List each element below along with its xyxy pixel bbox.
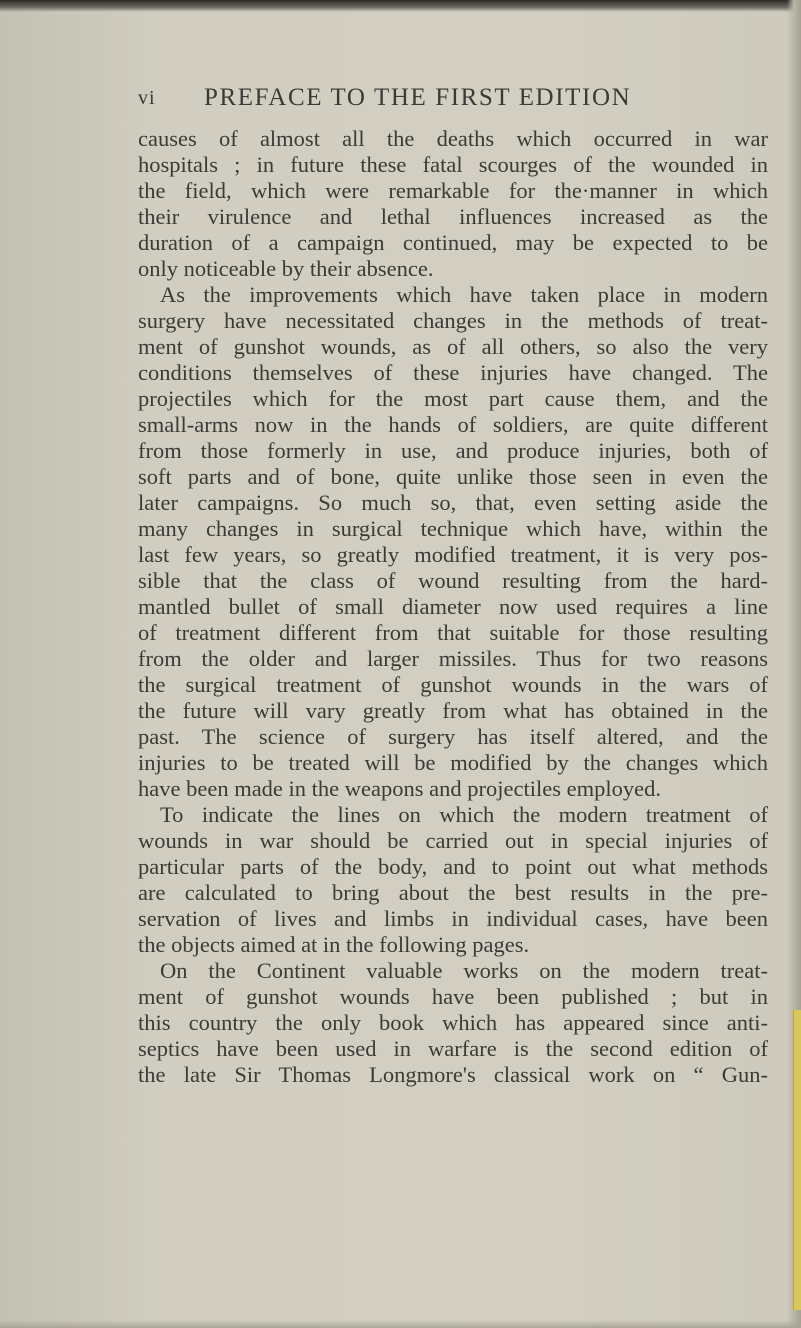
- page-number: vi: [138, 87, 156, 109]
- text-line: ment of gunshot wounds, as of all others, so also the very: [138, 334, 768, 359]
- text-line: of treatment different from that suitable for those resulting: [138, 620, 768, 645]
- text-line: have been made in the weapons and projectiles employed.: [138, 776, 661, 801]
- text-line: sible that the class of wound resulting from the hard-: [138, 568, 768, 593]
- text-line: many changes in surgical technique which have, within the: [138, 516, 768, 541]
- text-line: soft parts and of bone, quite unlike those seen in even the: [138, 464, 768, 489]
- text-line: the objects aimed at in the following pages.: [138, 932, 530, 957]
- text-line: conditions themselves of these injuries have changed. The: [138, 360, 768, 385]
- text-line: As the improvements which have taken place in modern: [160, 282, 768, 307]
- text-line: past. The science of surgery has itself altered, and the: [138, 724, 768, 749]
- text-line: ment of gunshot wounds have been published ; but in: [138, 984, 768, 1009]
- text-line: particular parts of the body, and to point out what methods: [138, 854, 768, 879]
- text-line: surgery have necessitated changes in the methods of treat-: [138, 308, 768, 333]
- text-line: septics have been used in warfare is the second edition of: [138, 1036, 768, 1061]
- text-line: the surgical treatment of gunshot wounds in the wars of: [138, 672, 768, 697]
- text-line: from the older and larger missiles. Thus for two reasons: [138, 646, 768, 671]
- running-title: PREFACE TO THE FIRST EDITION: [204, 84, 632, 111]
- text-line: are calculated to bring about the best results in the pre-: [138, 880, 768, 905]
- text-line: projectiles which for the most part cause them, and the: [138, 386, 768, 411]
- text-line: only noticeable by their absence.: [138, 256, 434, 281]
- text-line: mantled bullet of small diameter now used requires a line: [138, 594, 768, 619]
- text-line: duration of a campaign continued, may be expected to be: [138, 230, 768, 255]
- page-top-shadow: [0, 0, 801, 12]
- text-line: later campaigns. So much so, that, even setting aside the: [138, 490, 768, 515]
- text-line: this country the only book which has appeared since anti-: [138, 1010, 768, 1035]
- text-line: last few years, so greatly modified treatment, it is very pos-: [138, 542, 768, 567]
- text-line: from those formerly in use, and produce injuries, both of: [138, 438, 768, 463]
- text-line: injuries to be treated will be modified by the changes which: [138, 750, 768, 775]
- text-line: wounds in war should be carried out in special injuries of: [138, 828, 768, 853]
- text-line: small-arms now in the hands of soldiers, are quite different: [138, 412, 768, 437]
- page-bottom-edge: [0, 1320, 801, 1328]
- text-line: their virulence and lethal influences increased as the: [138, 204, 768, 229]
- body-text: [138, 126, 768, 1088]
- text-line: hospitals ; in future these fatal scourges of the wounded in: [138, 152, 768, 177]
- page-header: [138, 84, 778, 120]
- text-line: causes of almost all the deaths which occurred in war: [138, 126, 768, 151]
- text-line: On the Continent valuable works on the modern treat-: [160, 958, 768, 983]
- text-line: the future will vary greatly from what has obtained in the: [138, 698, 768, 723]
- text-line: To indicate the lines on which the modern treatment of: [160, 802, 768, 827]
- text-line: the late Sir Thomas Longmore's classical work on “ Gun-: [138, 1062, 768, 1087]
- text-line: the field, which were remarkable for the·manner in which: [138, 178, 768, 203]
- text-line: servation of lives and limbs in individual cases, have been: [138, 906, 768, 931]
- page-edge-tab: [793, 1010, 801, 1310]
